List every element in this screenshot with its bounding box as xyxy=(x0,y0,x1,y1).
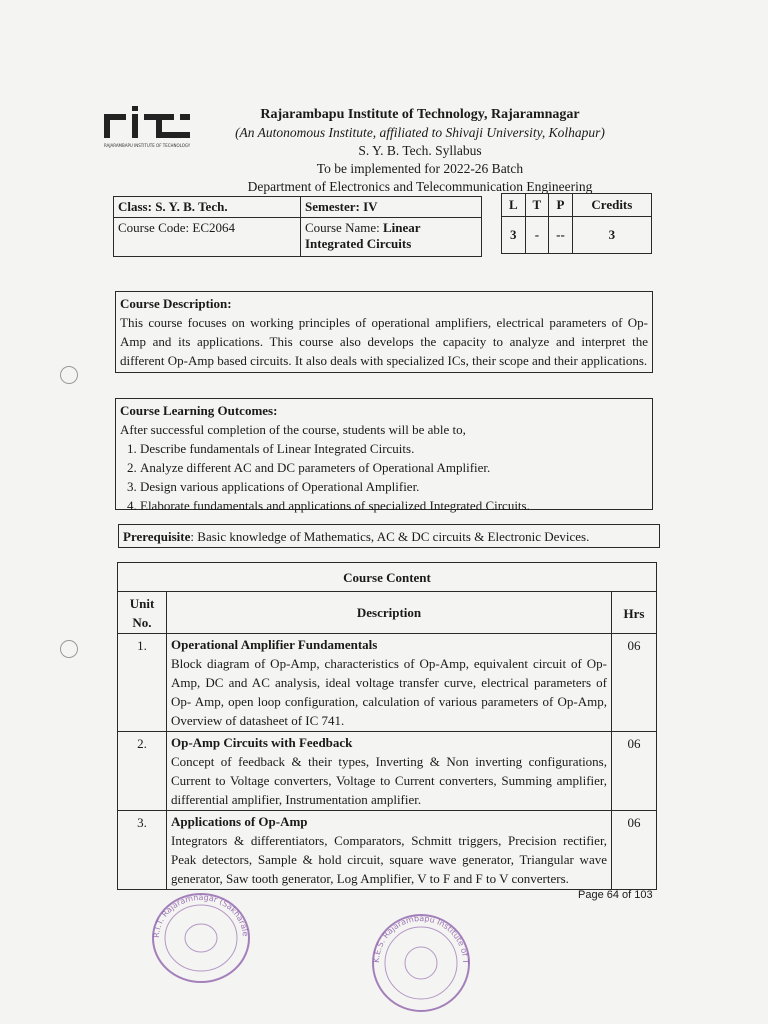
learning-outcomes-intro: After successful completion of the course, students will be able to, xyxy=(120,422,466,437)
outcome-item: 4. Elaborate fundamentals and applications of specialized Integrated Circuits. xyxy=(140,496,648,515)
unit-topic: Op-Amp Circuits with Feedback xyxy=(171,735,353,750)
table-row xyxy=(118,732,657,811)
page-number: Page 64 of 103 xyxy=(578,889,653,901)
course-description-box xyxy=(115,291,653,373)
semester-cell: Semester: IV xyxy=(301,197,482,218)
unit-number: 1. xyxy=(118,634,167,732)
learning-outcomes-heading: Course Learning Outcomes: xyxy=(120,403,278,418)
prerequisite-text: : Basic knowledge of Mathematics, AC & DC circuits & Electronic Devices. xyxy=(190,529,590,544)
unit-hours: 06 xyxy=(612,634,657,732)
unit-topic: Applications of Op-Amp xyxy=(171,814,308,829)
course-description-heading: Course Description: xyxy=(120,296,232,311)
ltp-header-t: T xyxy=(525,194,549,217)
syllabus-title: S. Y. B. Tech. Syllabus xyxy=(358,143,482,158)
affiliation: (An Autonomous Institute, affiliated to Shivaji University, Kolhapur) xyxy=(235,125,605,140)
course-name-cell: Course Name: Linear Integrated Circuits xyxy=(301,218,482,257)
ltp-value-t: - xyxy=(525,217,549,254)
learning-outcomes-list xyxy=(120,439,648,515)
prerequisite-label: Prerequisite xyxy=(123,529,191,544)
outcome-item: 3. Design various applications of Operational Amplifier. xyxy=(140,477,648,496)
institute-name: Rajarambapu Institute of Technology, Rajaramnagar xyxy=(260,107,580,122)
course-content-table xyxy=(117,562,657,890)
column-header-unit: Unit No. xyxy=(118,592,167,634)
unit-hours: 06 xyxy=(612,811,657,890)
course-code-cell: Course Code: EC2064 xyxy=(114,218,301,257)
table-row xyxy=(118,811,657,890)
department-name: Department of Electronics and Telecommunication Engineering xyxy=(247,179,593,194)
ltp-header-l: L xyxy=(502,194,526,217)
left-seal-stamp xyxy=(146,888,256,993)
class-cell: Class: S. Y. B. Tech. xyxy=(114,197,301,218)
svg-text:R.I.T. Rajaramnagar (Sakharale: R.I.T. Rajaramnagar (Sakharale xyxy=(151,892,251,939)
unit-text: Integrators & differentiators, Comparators, Schmitt triggers, Precision rectifier, Peak detectors, Sample & hold circuit, square wave generator, Triangular wave generator, Saw tooth generator, Log Amplifier, V to F and F to V converters. xyxy=(171,833,607,886)
unit-number: 3. xyxy=(118,811,167,890)
unit-topic: Operational Amplifier Fundamentals xyxy=(171,637,378,652)
unit-description xyxy=(167,634,612,732)
unit-description xyxy=(167,732,612,811)
learning-outcomes-box xyxy=(115,398,653,513)
unit-text: Block diagram of Op-Amp, characteristics of Op-Amp, equivalent circuit of Op-Amp, DC and AC analysis, ideal voltage transfer curve, electrical parameters of Op- Amp, open loop configuration, calculation of various parameters of Op-Amp, Overview of datasheet of IC 741. xyxy=(171,656,607,728)
ltp-value-credits: 3 xyxy=(572,217,651,254)
course-content-title: Course Content xyxy=(118,563,657,592)
outcome-item: 1. Describe fundamentals of Linear Integrated Circuits. xyxy=(140,439,648,458)
unit-hours: 06 xyxy=(612,732,657,811)
column-header-description: Description xyxy=(167,592,612,634)
svg-text:K.E.S. Rajarambapu Institute o: K.E.S. Rajarambapu Institute of T xyxy=(371,913,471,964)
prerequisite-box xyxy=(118,524,660,548)
unit-number: 2. xyxy=(118,732,167,811)
course-description-text: This course focuses on working principles of operational amplifiers, electrical parameters of Op-Amp and its applications. This course also develops the capacity to analyze and interpret the different Op-Amp based circuits. It also deals with specialized ICs, their scope and their applications. xyxy=(120,315,648,368)
class-info-table xyxy=(113,196,482,257)
punch-hole xyxy=(60,366,78,384)
institute-logo xyxy=(100,104,196,152)
outcome-item: 2. Analyze different AC and DC parameters of Operational Amplifier. xyxy=(140,458,648,477)
right-seal-stamp xyxy=(368,910,474,1021)
column-header-hrs: Hrs xyxy=(612,592,657,634)
table-row xyxy=(118,634,657,732)
batch-line: To be implemented for 2022-26 Batch xyxy=(316,161,524,176)
ltp-value-l: 3 xyxy=(502,217,526,254)
punch-hole xyxy=(60,640,78,658)
unit-description xyxy=(167,811,612,890)
ltp-credits-table xyxy=(501,193,652,254)
unit-text: Concept of feedback & their types, Inverting & Non inverting configurations, Current to Voltage converters, Voltage to Current converters, Summing amplifier, differential amplifier, Instrumentation amplifier. xyxy=(171,754,607,807)
svg-text:RAJARAMBAPU INSTITUTE OF TECHN: RAJARAMBAPU INSTITUTE OF TECHNOLOGY xyxy=(104,143,191,148)
ltp-header-p: P xyxy=(549,194,573,217)
ltp-header-credits: Credits xyxy=(572,194,651,217)
ltp-value-p: -- xyxy=(549,217,573,254)
document-header xyxy=(220,106,620,196)
